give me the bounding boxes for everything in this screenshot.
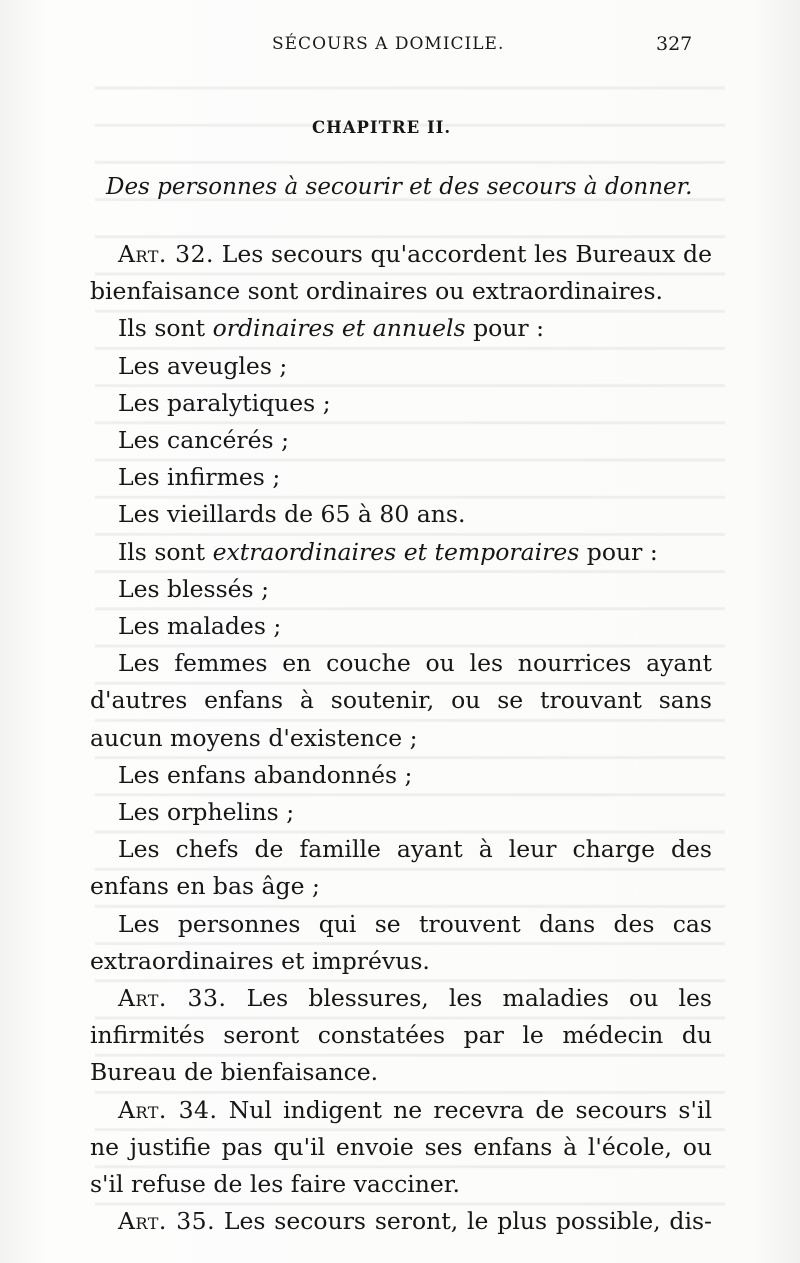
- list-item: Les chefs de famille ayant à leur charge des enfans en bas âge ;: [90, 835, 712, 901]
- list-item: Les paralytiques ;: [118, 388, 331, 417]
- intro-text: Ils sont: [118, 537, 213, 566]
- intro-text: pour :: [579, 537, 658, 566]
- intro-text: pour :: [465, 314, 545, 343]
- article-32: [90, 236, 712, 310]
- ordinary-intro: [90, 310, 712, 347]
- chapter-subtitle: Des personnes à secourir et des secours à donner.: [106, 174, 693, 200]
- intro-text: Ils sont: [118, 314, 213, 343]
- list-item: Les blessés ;: [118, 574, 269, 603]
- list-item: Les aveugles ;: [118, 351, 288, 380]
- list-item: Les cancérés ;: [118, 426, 290, 455]
- article-label: Art. 35.: [118, 1207, 216, 1236]
- article-label: Art. 32.: [118, 240, 214, 268]
- list-item: Les infirmes ;: [118, 463, 281, 492]
- article-text: Les secours seront, le plus possible, dis-: [215, 1207, 712, 1236]
- list-item: Les orphelins ;: [118, 798, 295, 827]
- article-label: Art. 34.: [118, 1095, 218, 1124]
- article-34: [90, 1092, 712, 1204]
- body-text: [90, 236, 712, 1240]
- article-label: Art. 33.: [118, 984, 227, 1013]
- chapter-heading: CHAPITRE II.: [312, 118, 452, 137]
- list-item: Les femmes en couche ou les nourrices ayant d'autres enfans à soutenir, ou se trouvant sans aucun moyens d'existence ;: [90, 649, 712, 752]
- intro-emphasis: ordinaires et annuels: [212, 314, 466, 343]
- list-item: Les malades ;: [118, 612, 282, 641]
- article-text: Les secours qu'accordent les Bureaux de bienfaisance sont ordinaires ou extraordinaires.: [90, 240, 712, 306]
- intro-emphasis: extraordinaires et temporaires: [212, 537, 580, 566]
- page-number: 327: [656, 33, 693, 55]
- running-head: SÉCOURS A DOMICILE.: [272, 34, 505, 54]
- list-item: Les vieillards de 65 à 80 ans.: [118, 500, 466, 529]
- extraordinary-intro: [90, 534, 712, 571]
- article-text: Les blessures, les maladies ou les infirmités seront constatées par le médecin du Bureau de bienfaisance.: [90, 984, 712, 1087]
- article-35: [90, 1203, 712, 1240]
- list-item: Les personnes qui se trouvent dans des cas extraordinaires et imprévus.: [90, 909, 712, 975]
- article-33: [90, 980, 712, 1092]
- list-item: Les enfans abandonnés ;: [118, 760, 413, 789]
- article-text: Nul indigent ne recevra de secours s'il ne justifie pas qu'il envoie ses enfans à l'école, ou s'il refuse de les faire vacciner.: [90, 1095, 712, 1199]
